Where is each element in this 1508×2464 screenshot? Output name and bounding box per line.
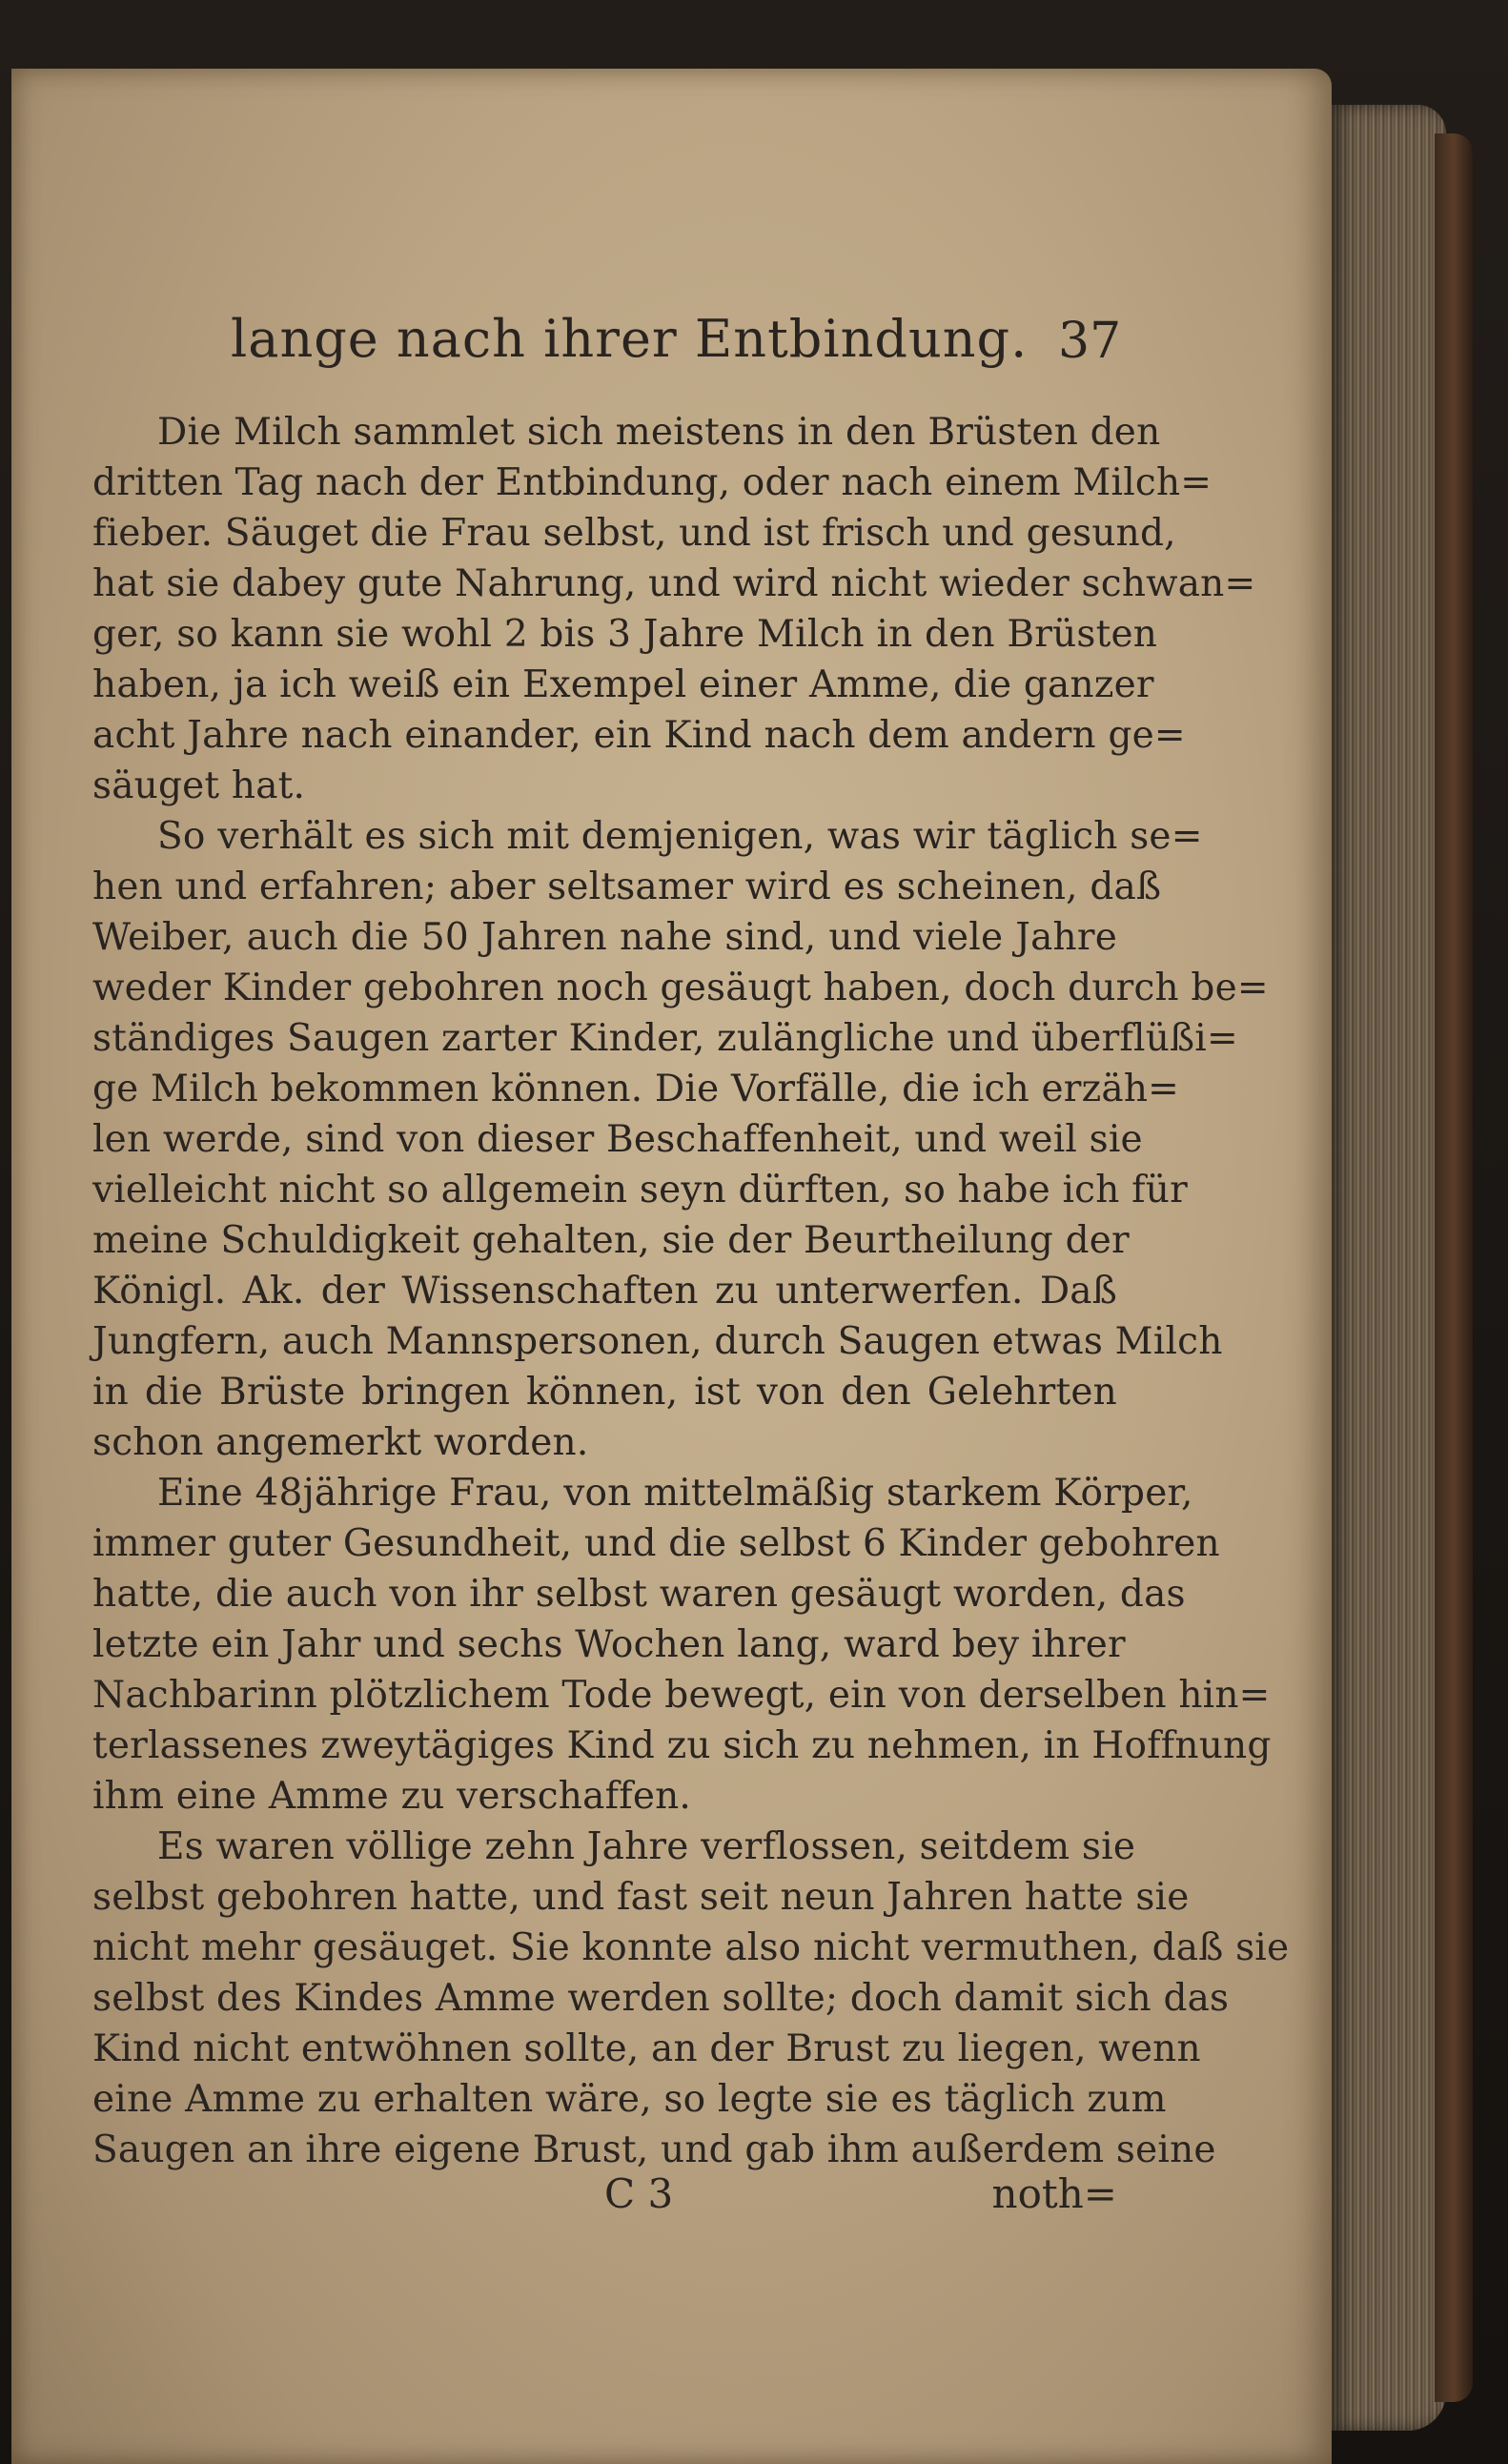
text-line: Jungfern, auch Mannspersonen, durch Saugen etwas Milch [92,1320,1223,1363]
text-line: fieber. Säuget die Frau selbst, und ist frisch und gesund, [92,512,1176,555]
page-footer [92,2170,1117,2223]
text-line: in die Brüste bringen können, ist von den Gelehrten [92,1371,1117,1414]
text-line: meine Schuldigkeit gehalten, sie der Beurtheilung der [92,1219,1130,1262]
text-line: letzte ein Jahr und sechs Wochen lang, ward bey ihrer [92,1623,1126,1666]
text-line: hat sie dabey gute Nahrung, und wird nicht wieder schwan= [92,562,1256,605]
text-line: Weiber, auch die 50 Jahren nahe sind, und viele Jahre [92,916,1117,959]
text-line: nicht mehr gesäuget. Sie konnte also nicht vermuthen, daß sie [92,1926,1290,1969]
page-number: 37 [1058,313,1122,370]
signature-mark: C 3 [604,2170,674,2217]
text-line: Die Milch sammlet sich meistens in den Brüsten den [157,411,1161,454]
text-line: Nachbarinn plötzlichem Tode bewegt, ein von derselben hin= [92,1674,1271,1717]
text-line: terlassenes zweytägiges Kind zu sich zu nehmen, in Hoffnung [92,1724,1272,1767]
text-line: weder Kinder gebohren noch gesäugt haben, doch durch be= [92,967,1269,1009]
text-line: schon angemerkt worden. [92,1421,589,1464]
text-line: säuget hat. [92,764,306,807]
text-line: selbst des Kindes Amme werden sollte; doch damit sich das [92,1977,1230,2020]
book-page [11,69,1332,2464]
text-line: ger, so kann sie wohl 2 bis 3 Jahre Milch in den Brüsten [92,613,1158,656]
text-line: vielleicht nicht so allgemein seyn dürften, so habe ich für [92,1169,1188,1212]
text-line: eine Amme zu erhalten wäre, so legte sie es täglich zum [92,2078,1167,2121]
text-line: acht Jahre nach einander, ein Kind nach dem andern ge= [92,714,1186,757]
text-line: Kind nicht entwöhnen sollte, an der Brust zu liegen, wenn [92,2027,1201,2070]
text-line: ständiges Saugen zarter Kinder, zulängliche und überflüßi= [92,1017,1238,1060]
text-line: Es waren völlige zehn Jahre verflossen, seitdem sie [157,1825,1136,1868]
text-line: dritten Tag nach der Entbindung, oder nach einem Milch= [92,461,1213,504]
text-line: haben, ja ich weiß ein Exempel einer Amme, die ganzer [92,663,1154,706]
body-text [92,407,1290,2175]
running-title: lange nach ihrer Entbindung. [231,309,1029,369]
page-stack-edge [1332,105,1446,2431]
text-line: ihm eine Amme zu verschaffen. [92,1775,692,1818]
text-line: len werde, sind von dieser Beschaffenheit, und weil sie [92,1118,1143,1161]
book-cover-edge [1435,133,1473,2402]
text-line: hen und erfahren; aber seltsamer wird es scheinen, daß [92,865,1162,908]
text-line: Königl. Ak. der Wissenschaften zu unterwerfen. Daß [92,1270,1117,1313]
text-line: immer guter Gesundheit, und die selbst 6 Kinder gebohren [92,1522,1220,1565]
text-line: selbst gebohren hatte, und fast seit neun Jahren hatte sie [92,1876,1190,1919]
text-line: ge Milch bekommen können. Die Vorfälle, die ich erzäh= [92,1068,1180,1110]
text-line: Eine 48jährige Frau, von mittelmäßig starkem Körper, [157,1472,1193,1515]
text-line: Saugen an ihre eigene Brust, und gab ihm außerdem seine [92,2128,1216,2171]
text-line: hatte, die auch von ihr selbst waren gesäugt worden, das [92,1573,1186,1616]
text-line: So verhält es sich mit demjenigen, was wir täglich se= [157,815,1203,858]
catchword: noth= [991,2170,1117,2217]
